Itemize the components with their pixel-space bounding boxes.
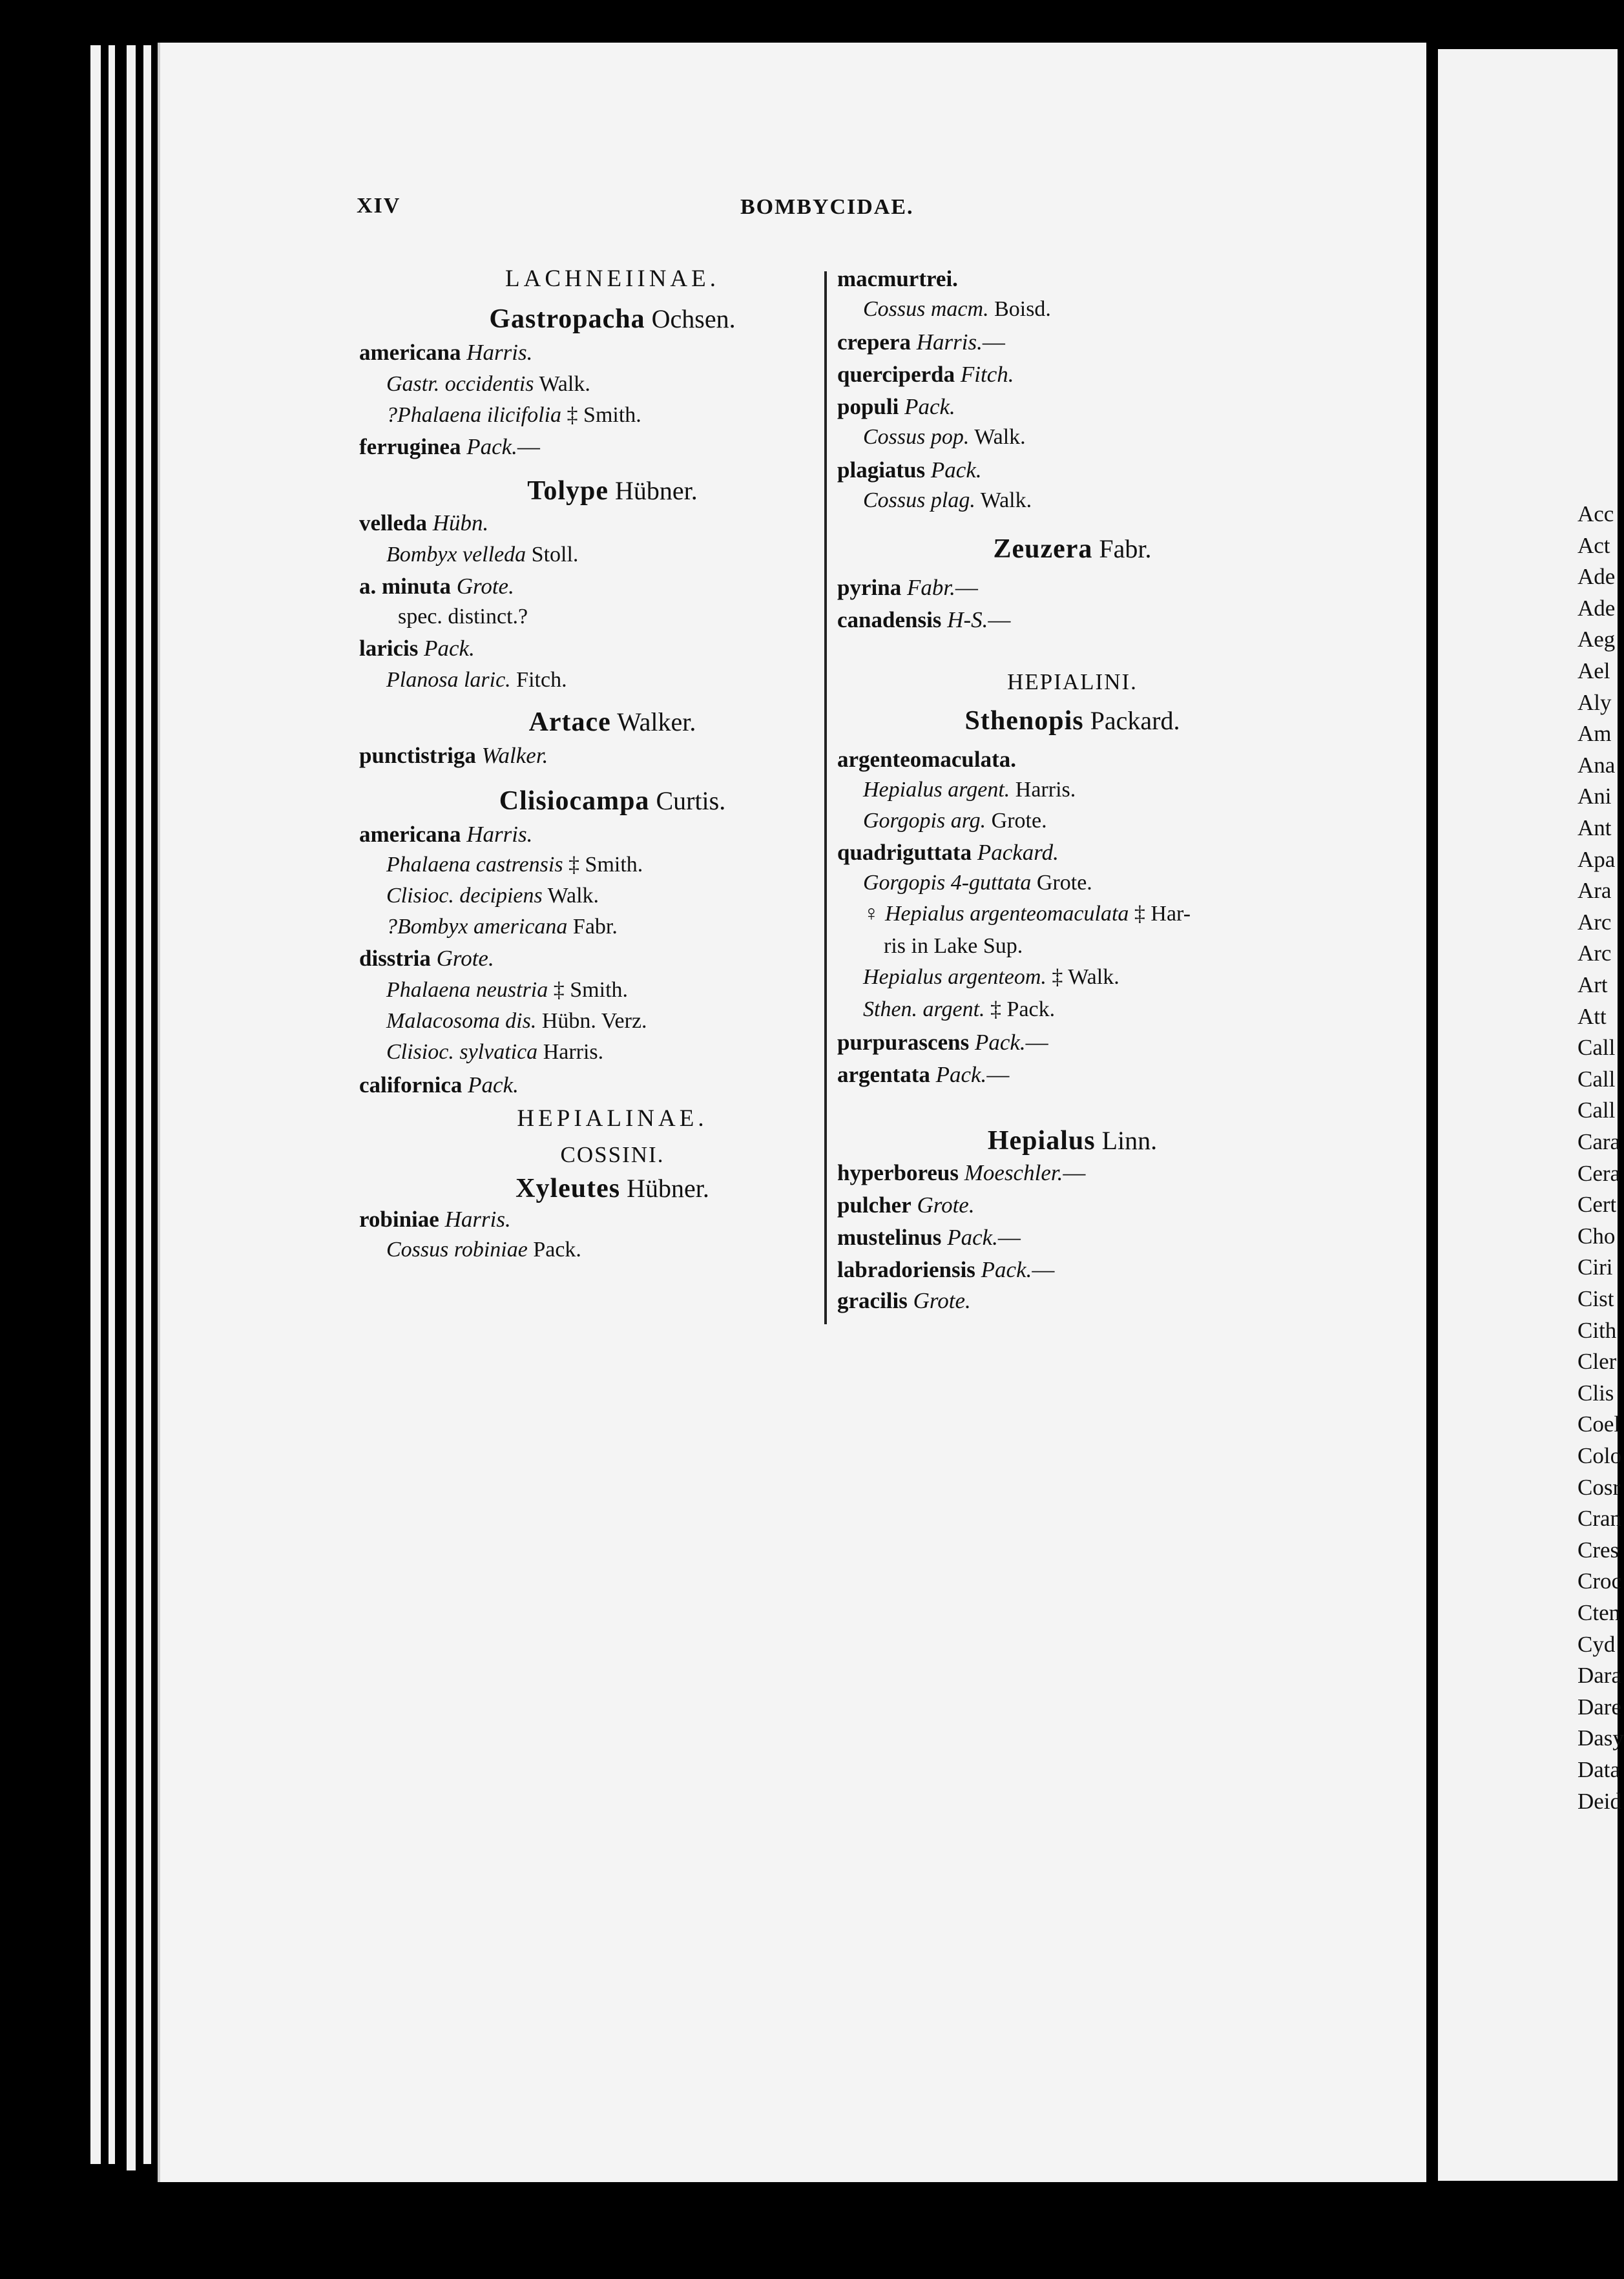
synonym-author: Walk. xyxy=(539,372,590,396)
index-fragment: Cten xyxy=(1577,1600,1621,1625)
synonym-entry xyxy=(863,965,1119,990)
species-name: americana xyxy=(359,340,461,365)
tribe-heading: COSSINI. xyxy=(560,1142,665,1167)
species-author: Grote. xyxy=(436,946,494,971)
index-fragment: Cler xyxy=(1577,1349,1617,1374)
synonym-author: Walk. xyxy=(547,884,599,908)
species-entry xyxy=(359,340,532,366)
synonym-name: Gastr. occidentis xyxy=(386,372,534,396)
species-name: robiniae xyxy=(359,1207,439,1232)
synonym-name: Bombyx velleda xyxy=(386,543,526,567)
index-fragment: Cres xyxy=(1577,1537,1619,1563)
entry-mark: — xyxy=(997,1225,1021,1250)
synonym-author: Grote. xyxy=(1036,871,1092,895)
synonym-author: ‡ Smith. xyxy=(568,853,643,877)
synonym-author: Walk. xyxy=(974,425,1026,449)
main-page xyxy=(158,43,1426,2182)
species-name: gracilis xyxy=(837,1288,908,1313)
synonym-entry xyxy=(386,853,643,877)
tribe-heading: HEPIALINI. xyxy=(1007,669,1138,694)
synonym-name: Hepialus argenteom. xyxy=(863,965,1046,989)
species-name: mustelinus xyxy=(837,1225,942,1250)
index-fragment: Am xyxy=(1577,721,1612,746)
species-author: Harris. xyxy=(466,340,533,365)
species-author: Pack. xyxy=(981,1257,1032,1282)
index-fragment: Cara xyxy=(1577,1129,1621,1154)
index-fragment: Data xyxy=(1577,1757,1621,1782)
index-fragment: Croc xyxy=(1577,1568,1622,1594)
genus-name: Gastropacha xyxy=(489,304,645,334)
species-name: populi xyxy=(837,394,899,419)
index-fragment: Dara xyxy=(1577,1663,1622,1688)
species-name: pulcher xyxy=(837,1192,911,1218)
synonym-author: ris in Lake Sup. xyxy=(884,934,1023,958)
genus-author: Fabr. xyxy=(1099,534,1152,563)
species-author: Grote. xyxy=(456,574,514,599)
index-fragment: Dasy xyxy=(1577,1725,1624,1751)
species-entry xyxy=(359,1207,511,1233)
genus-author: Curtis. xyxy=(656,786,726,815)
species-name: hyperboreus xyxy=(837,1160,959,1185)
genus-name: Tolype xyxy=(527,476,609,506)
species-entry xyxy=(837,1030,1048,1056)
index-fragment: Cera xyxy=(1577,1161,1621,1186)
entry-mark: — xyxy=(1063,1160,1086,1185)
species-entry xyxy=(359,822,532,848)
synonym-author: Harris. xyxy=(543,1040,604,1064)
species-author: Grote. xyxy=(917,1192,975,1218)
species-entry xyxy=(837,266,958,292)
species-name: macmurtrei. xyxy=(837,266,958,291)
synonym-author: Grote. xyxy=(991,809,1047,833)
synonym-entry xyxy=(863,871,1092,895)
synonym-entry xyxy=(386,915,618,939)
species-author: Pack. xyxy=(930,457,982,483)
genus-heading xyxy=(515,1173,709,1204)
genus-name: Hepialus xyxy=(987,1126,1096,1156)
species-name: purpurascens xyxy=(837,1030,970,1055)
species-author: Moeschler. xyxy=(964,1160,1063,1185)
species-author: Pack. xyxy=(947,1225,998,1250)
species-entry xyxy=(837,607,1010,633)
synonym-author: ‡ Har- xyxy=(1134,902,1191,926)
index-fragment: Cyd xyxy=(1577,1632,1616,1657)
synonym-entry xyxy=(386,1238,581,1262)
index-fragment: Dare xyxy=(1577,1694,1622,1720)
species-author: H-S. xyxy=(947,607,988,632)
synonym-entry xyxy=(863,997,1055,1022)
species-entry xyxy=(837,329,1005,355)
index-fragment: Coel xyxy=(1577,1411,1621,1437)
book-edge xyxy=(143,45,151,2164)
subfamily-heading: LACHNEIINAE. xyxy=(505,265,720,292)
species-author: Grote. xyxy=(913,1288,971,1313)
species-name: punctistriga xyxy=(359,743,476,768)
synonym-name: Gorgopis arg. xyxy=(863,809,986,833)
book-edge xyxy=(127,45,136,2170)
species-author: Pack. xyxy=(935,1062,987,1087)
synonym-name: Cossus plag. xyxy=(863,488,975,512)
genus-heading xyxy=(529,707,696,738)
genus-heading xyxy=(965,705,1180,736)
species-entry xyxy=(837,1062,1009,1088)
entry-mark: — xyxy=(982,329,1005,355)
index-fragment: Ael xyxy=(1577,658,1610,683)
synonym-entry xyxy=(386,372,590,397)
species-entry xyxy=(359,510,488,536)
species-name: canadensis xyxy=(837,607,942,632)
synonym-entry xyxy=(863,297,1051,322)
index-fragment: Arc xyxy=(1577,941,1612,966)
genus-author: Linn. xyxy=(1101,1126,1158,1155)
synonym-author: Stoll. xyxy=(531,543,579,567)
index-fragment: Ade xyxy=(1577,596,1616,621)
genus-heading xyxy=(988,1125,1157,1156)
synonym-entry xyxy=(386,668,567,692)
index-fragment: Cert xyxy=(1577,1192,1617,1217)
species-name: quadriguttata xyxy=(837,840,972,865)
index-fragment: Cith xyxy=(1577,1318,1617,1343)
species-name: disstria xyxy=(359,946,431,971)
index-fragment: Ara xyxy=(1577,878,1612,903)
genus-author: Packard. xyxy=(1090,706,1180,735)
synonym-name: Malacosoma dis. xyxy=(386,1009,537,1033)
species-name: querciperda xyxy=(837,362,955,387)
genus-name: Clisiocampa xyxy=(499,786,650,816)
species-name: argenteomaculata. xyxy=(837,747,1017,772)
species-author: Pack. xyxy=(468,1072,519,1098)
species-entry xyxy=(837,1288,971,1314)
species-entry xyxy=(359,434,540,460)
index-fragment: Call xyxy=(1577,1035,1616,1060)
species-author: Pack. xyxy=(424,636,475,661)
synonym-entry xyxy=(884,934,1023,959)
species-entry xyxy=(359,946,494,972)
species-entry xyxy=(359,743,548,769)
entry-mark: — xyxy=(1032,1257,1055,1282)
genus-heading xyxy=(993,534,1151,565)
species-entry xyxy=(837,575,978,601)
index-fragment: Ana xyxy=(1577,753,1616,778)
index-fragment: Ade xyxy=(1577,564,1616,589)
synonym-entry xyxy=(386,1040,603,1065)
synonym-entry xyxy=(863,488,1032,513)
index-fragment: Att xyxy=(1577,1004,1607,1029)
index-fragment: Aeg xyxy=(1577,627,1616,652)
index-fragment: Call xyxy=(1577,1067,1616,1092)
synonym-entry xyxy=(863,778,1076,802)
genus-author: Walker. xyxy=(617,707,696,736)
synonym-author: spec. distinct.? xyxy=(398,605,528,629)
synonym-author: ‡ Smith. xyxy=(567,403,641,427)
synonym-name: Cossus robiniae xyxy=(386,1238,528,1262)
species-entry xyxy=(837,840,1059,866)
species-entry xyxy=(837,457,982,483)
species-entry xyxy=(359,1072,519,1098)
species-name: velleda xyxy=(359,510,427,536)
synonym-name: Hepialus argent. xyxy=(863,778,1010,802)
species-name: argentata xyxy=(837,1062,930,1087)
species-author: Walker. xyxy=(481,743,548,768)
genus-heading xyxy=(499,786,725,817)
synonym-author: Fabr. xyxy=(572,915,618,939)
synonym-name: Clisioc. decipiens xyxy=(386,884,543,908)
index-fragment: Cho xyxy=(1577,1223,1616,1249)
index-fragment: Deid xyxy=(1577,1789,1622,1814)
species-author: Harris. xyxy=(916,329,983,355)
synonym-entry xyxy=(386,1009,647,1034)
synonym-name: Cossus pop. xyxy=(863,425,970,449)
species-author: Pack. xyxy=(904,394,955,419)
genus-heading xyxy=(489,304,735,335)
book-edge xyxy=(90,45,101,2164)
species-name: laricis xyxy=(359,636,419,661)
synonym-name: Planosa laric. xyxy=(386,668,511,692)
genus-name: Sthenopis xyxy=(964,706,1084,736)
synonym-name: Phalaena castrensis xyxy=(386,853,563,877)
species-entry xyxy=(837,747,1016,773)
index-fragment: Aly xyxy=(1577,690,1612,715)
synonym-name: ?Phalaena ilicifolia xyxy=(386,403,562,427)
synonym-author: Walk. xyxy=(980,488,1032,512)
species-entry xyxy=(837,394,955,420)
species-name: ferruginea xyxy=(359,434,461,459)
synonym-author: Harris. xyxy=(1015,778,1076,802)
synonym-author: Fitch. xyxy=(516,668,567,692)
genus-name: Artace xyxy=(528,707,611,737)
index-fragment: Ani xyxy=(1577,784,1612,809)
index-fragment: Acc xyxy=(1577,501,1614,526)
index-fragment: Ciri xyxy=(1577,1254,1613,1280)
species-entry xyxy=(837,1160,1085,1186)
synonym-author: ‡ Smith. xyxy=(553,978,629,1002)
synonym-author: Pack. xyxy=(533,1238,581,1262)
running-title: BOMBYCIDAE. xyxy=(740,195,914,219)
species-name: americana xyxy=(359,822,461,847)
index-fragment: Colo xyxy=(1577,1443,1622,1468)
entry-mark: — xyxy=(517,434,540,459)
index-fragment: Apa xyxy=(1577,847,1616,872)
species-name: labradoriensis xyxy=(837,1257,975,1282)
species-author: Fitch. xyxy=(960,362,1014,387)
synonym-entry xyxy=(863,425,1026,450)
synonym-name: Phalaena neustria xyxy=(386,978,548,1002)
synonym-author: ‡ Pack. xyxy=(990,997,1056,1021)
synonym-author: Boisd. xyxy=(994,297,1051,321)
entry-mark: — xyxy=(986,1062,1010,1087)
index-fragment: Arc xyxy=(1577,910,1612,935)
column-divider xyxy=(824,271,827,1324)
genus-author: Ochsen. xyxy=(651,304,736,333)
genus-name: Xyleutes xyxy=(515,1174,621,1203)
index-fragment: Clis xyxy=(1577,1380,1614,1406)
species-name: californica xyxy=(359,1072,463,1098)
species-entry xyxy=(837,1225,1021,1251)
species-author: Packard. xyxy=(977,840,1059,865)
species-author: Harris. xyxy=(444,1207,511,1232)
subfamily-heading: HEPIALINAE. xyxy=(517,1105,708,1132)
synonym-name: Cossus macm. xyxy=(863,297,989,321)
synonym-author: ‡ Walk. xyxy=(1052,965,1119,989)
synonym-name: Gorgopis 4-guttata xyxy=(863,871,1032,895)
entry-mark: — xyxy=(988,607,1011,632)
index-fragment: Act xyxy=(1577,533,1610,558)
synonym-name: ?Bombyx americana xyxy=(386,915,568,939)
index-fragment: Art xyxy=(1577,972,1608,997)
index-fragment: Cran xyxy=(1577,1506,1622,1531)
synonym-entry xyxy=(398,605,528,629)
page-number: XIV xyxy=(357,194,401,218)
index-fragment: Cist xyxy=(1577,1286,1614,1311)
species-name: pyrina xyxy=(837,575,902,600)
synonym-name: Sthen. argent. xyxy=(863,997,985,1021)
synonym-entry xyxy=(386,403,641,428)
species-entry xyxy=(837,1192,975,1218)
species-author: Harris. xyxy=(466,822,533,847)
species-name: a. minuta xyxy=(359,574,451,599)
synonym-entry xyxy=(386,543,578,567)
synonym-entry xyxy=(863,902,1191,926)
index-fragment: Ant xyxy=(1577,815,1612,840)
genus-author: Hübner. xyxy=(615,476,698,505)
index-fragment: Cosr xyxy=(1577,1475,1621,1500)
species-entry xyxy=(837,1257,1054,1283)
species-entry xyxy=(359,636,475,661)
synonym-name: Clisioc. sylvatica xyxy=(386,1040,538,1064)
synonym-entry xyxy=(386,884,599,908)
species-entry xyxy=(837,362,1014,388)
species-author: Pack. xyxy=(974,1030,1026,1055)
entry-mark: — xyxy=(1025,1030,1048,1055)
entry-mark: — xyxy=(955,575,978,600)
species-author: Pack. xyxy=(466,434,517,459)
species-author: Hübn. xyxy=(432,510,489,536)
index-fragment: Call xyxy=(1577,1098,1616,1123)
synonym-name: ♀ Hepialus argenteomaculata xyxy=(863,902,1129,926)
species-author: Fabr. xyxy=(906,575,955,600)
species-entry xyxy=(359,574,514,599)
genus-name: Zeuzera xyxy=(993,534,1093,564)
synonym-entry xyxy=(863,809,1047,833)
synonym-entry xyxy=(386,978,628,1003)
species-name: plagiatus xyxy=(837,457,926,483)
genus-author: Hübner. xyxy=(627,1174,709,1203)
genus-heading xyxy=(527,475,698,506)
book-edge xyxy=(109,45,115,2164)
species-name: crepera xyxy=(837,329,911,355)
synonym-author: Hübn. Verz. xyxy=(541,1009,647,1033)
